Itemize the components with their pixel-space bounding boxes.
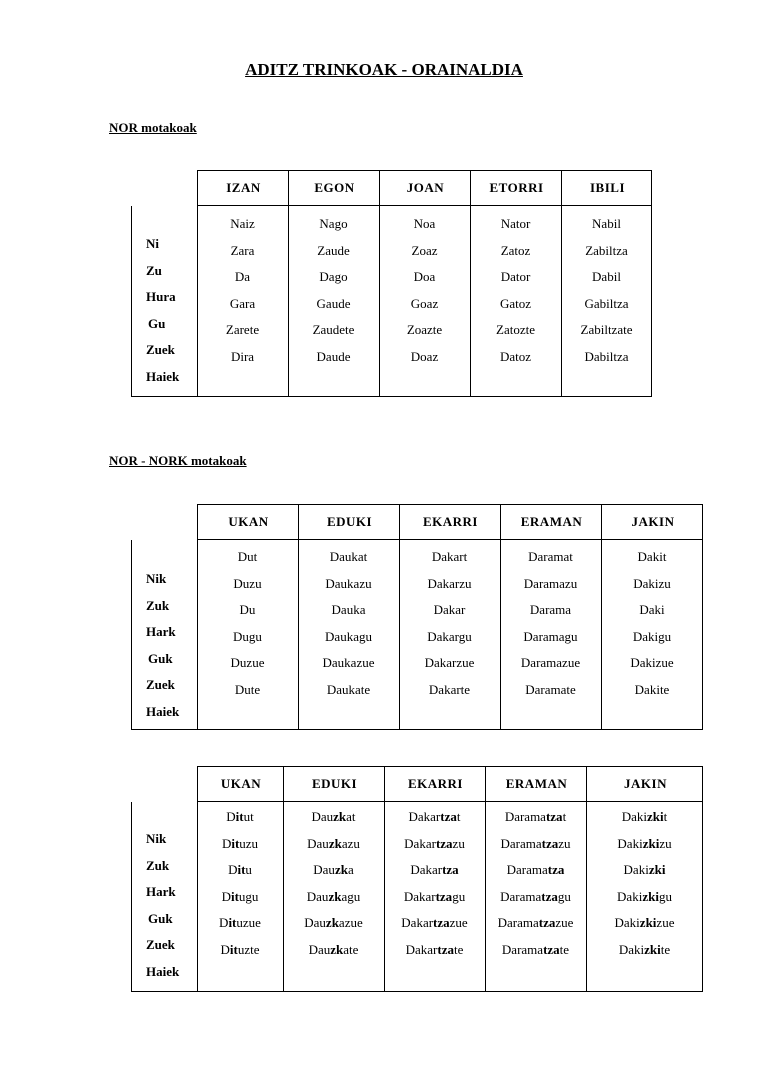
column-divider <box>288 171 289 205</box>
verb-form-cell: Nator <box>500 216 531 231</box>
verb-form-cell: Zoazte <box>406 322 443 337</box>
pronoun-label: Hura <box>146 289 176 304</box>
plural-marker: zki <box>642 888 659 904</box>
verb-form-cell: Daramagu <box>523 628 578 644</box>
column-header-izan: IZAN <box>226 180 261 195</box>
verb-form-cell: Daukat <box>329 549 368 564</box>
plural-marker: zki <box>639 915 657 930</box>
verb-form-cell: Dakartzate <box>405 941 464 957</box>
verb-form-cell: Dakit <box>637 549 667 564</box>
verb-form-cell: Dakizkit <box>621 809 668 824</box>
verb-form-cell: Dakar <box>433 602 466 617</box>
plural-marker: it <box>229 941 238 957</box>
verb-form-cell: Daramatzagu <box>500 888 571 904</box>
plural-marker: it <box>231 835 240 851</box>
column-header-ukan: UKAN <box>228 514 269 529</box>
verb-form-cell: Da <box>234 269 251 284</box>
verb-form-cell: Dauzkat <box>311 809 356 824</box>
plural-marker: it <box>237 862 246 877</box>
verb-form-cell: Dut <box>237 549 258 564</box>
plural-marker: zki <box>644 941 661 957</box>
verb-form-cell: Daramazu <box>523 575 578 591</box>
verb-form-cell: Dakarte <box>428 681 471 697</box>
verb-form-cell: Dituzue <box>219 915 261 930</box>
plural-marker: tza <box>547 862 565 877</box>
column-divider <box>379 171 380 205</box>
column-divider <box>500 505 501 539</box>
section-heading: NOR motakoak <box>109 120 197 135</box>
table-header-row <box>197 504 703 540</box>
column-divider <box>485 767 486 801</box>
verb-form-cell: Daramatzazue <box>497 915 574 930</box>
verb-form-cell: Dira <box>230 348 255 364</box>
verb-form-cell: Dakizkite <box>618 941 671 957</box>
plural-marker: tza <box>543 941 560 957</box>
verb-form-cell: Zatozte <box>496 322 535 337</box>
verb-form-cell: Dauzkate <box>308 941 359 957</box>
verb-form-cell: Zabiltza <box>585 242 628 258</box>
pronoun-label: Zuek <box>146 342 175 357</box>
verb-form-cell: Dakartzagu <box>403 888 466 904</box>
verb-form-cell: Dugu <box>233 628 262 644</box>
verb-form-cell: Zoaz <box>411 242 438 258</box>
table-header-row <box>197 170 652 206</box>
plural-marker: tza <box>541 888 558 904</box>
column-header-jakin: JAKIN <box>624 776 667 791</box>
plural-marker: tza <box>440 809 457 824</box>
verb-form-cell: Daukate <box>326 681 371 697</box>
column-header-eraman: ERAMAN <box>505 776 568 791</box>
verb-form-cell: Dakartza <box>410 862 459 877</box>
verb-form-cell: Duzue <box>230 655 265 670</box>
pronoun-label: Zu <box>146 262 162 278</box>
pronoun-label: Zuk <box>146 597 170 613</box>
column-header-eraman: ERAMAN <box>520 514 583 529</box>
verb-form-cell: Dauka <box>331 602 366 617</box>
pronoun-label: Haiek <box>146 368 180 384</box>
plural-marker: it <box>228 915 237 930</box>
column-header-joan: JOAN <box>406 180 445 195</box>
verb-form-cell: Dute <box>234 681 261 697</box>
pronoun-label: Hark <box>146 624 176 639</box>
pronoun-label: Guk <box>148 650 173 666</box>
verb-form-cell: Daramatzate <box>501 941 570 957</box>
column-header-ibili: IBILI <box>589 180 626 195</box>
verb-form-cell: Dabiltza <box>584 348 629 364</box>
column-header-jakin: JAKIN <box>631 514 675 529</box>
plural-marker: tza <box>433 915 450 930</box>
pronoun-label: Guk <box>148 910 173 926</box>
pronoun-label: Hark <box>146 884 176 899</box>
verb-form-cell: Daukazue <box>322 655 375 670</box>
plural-marker: zk <box>333 809 347 824</box>
verb-form-cell: Dakizkigu <box>617 888 672 904</box>
verb-form-cell: Daki <box>639 602 665 617</box>
column-header-etorri: ETORRI <box>489 180 544 195</box>
pronoun-label: Haiek <box>146 963 180 979</box>
verb-form-cell: Dakizu <box>633 575 671 591</box>
section-heading: NOR - NORK motakoak <box>109 453 247 468</box>
pronoun-label: Zuek <box>146 677 175 692</box>
verb-form-cell: Dakartzat <box>408 809 461 824</box>
verb-form-cell: Gaude <box>316 295 351 311</box>
plural-marker: tza <box>442 862 459 877</box>
verb-form-cell: Daramate <box>525 681 576 697</box>
verb-form-cell: Duzu <box>233 575 262 591</box>
column-header-ekarri: EKARRI <box>422 514 478 529</box>
plural-marker: tza <box>437 941 454 957</box>
verb-form-cell: Daramatza <box>506 862 565 877</box>
verb-form-cell: Dago <box>319 269 348 284</box>
plural-marker: zk <box>328 835 342 851</box>
verb-form-cell: Daukagu <box>325 628 372 644</box>
plural-marker: it <box>230 888 239 904</box>
verb-form-cell: Dakizkizue <box>614 915 675 930</box>
verb-form-cell: Noa <box>413 216 436 231</box>
column-divider <box>399 505 400 539</box>
verb-form-cell: Dituzte <box>220 941 260 957</box>
verb-form-cell: Zatoz <box>500 242 531 258</box>
plural-marker: zki <box>648 862 666 877</box>
pronoun-label: Ni <box>146 236 159 251</box>
verb-form-cell: Dakargu <box>427 628 472 644</box>
column-divider <box>586 767 587 801</box>
column-divider <box>384 767 385 801</box>
column-divider <box>470 171 471 205</box>
column-divider <box>283 767 284 801</box>
pronoun-label: Gu <box>148 315 166 331</box>
verb-form-cell: Dabil <box>592 269 621 284</box>
plural-marker: zki <box>647 809 664 824</box>
verb-form-cell: Daramatzat <box>504 809 567 824</box>
verb-form-cell: Dakart <box>431 549 468 564</box>
verb-form-cell: Zaudete <box>312 322 355 337</box>
page-title: ADITZ TRINKOAK - ORAINALDIA <box>245 60 523 79</box>
verb-form-cell: Dauzka <box>313 862 354 877</box>
table-header-row <box>197 766 703 802</box>
plural-marker: zki <box>642 835 660 851</box>
verb-form-cell: Doaz <box>410 348 439 364</box>
verb-form-cell: Zaude <box>317 242 350 258</box>
verb-form-cell: Gara <box>229 295 256 311</box>
verb-form-cell: Daude <box>316 348 351 364</box>
verb-form-cell: Dauzkazue <box>304 915 363 930</box>
plural-marker: tza <box>435 888 453 904</box>
verb-form-cell: Zabiltzate <box>580 322 633 337</box>
column-divider <box>601 505 602 539</box>
verb-form-cell: Du <box>239 602 256 617</box>
plural-marker: zk <box>334 862 348 877</box>
verb-form-cell: Gabiltza <box>584 295 629 311</box>
column-header-eduki: EDUKI <box>326 514 373 529</box>
plural-marker: zk <box>325 915 339 930</box>
column-header-eduki: EDUKI <box>311 776 358 791</box>
verb-form-cell: Gatoz <box>499 295 532 311</box>
column-header-ekarri: EKARRI <box>407 776 463 791</box>
column-divider <box>561 171 562 205</box>
pronoun-label: Nik <box>146 831 167 846</box>
verb-form-cell: Nago <box>319 216 348 231</box>
verb-form-cell: Dituzu <box>221 835 259 851</box>
verb-form-cell: Ditu <box>228 862 252 877</box>
verb-form-cell: Daukazu <box>325 575 372 591</box>
pronoun-label: Zuek <box>146 937 175 952</box>
pronoun-label: Haiek <box>146 703 180 719</box>
plural-marker: zk <box>330 941 344 957</box>
verb-form-cell: Dakizki <box>623 862 666 877</box>
column-header-ukan: UKAN <box>220 776 262 791</box>
verb-form-cell: Ditut <box>226 809 254 824</box>
verb-form-cell: Dakite <box>634 681 670 697</box>
verb-form-cell: Dakigu <box>632 628 672 644</box>
column-divider <box>298 505 299 539</box>
plural-marker: zk <box>328 888 342 904</box>
verb-form-cell: Naiz <box>230 216 255 231</box>
plural-marker: tza <box>545 809 563 824</box>
verb-form-cell: Dakarzu <box>427 575 472 591</box>
verb-form-cell: Darama <box>529 602 572 617</box>
column-header-egon: EGON <box>314 180 355 195</box>
plural-marker: it <box>235 809 244 824</box>
verb-form-cell: Dauzkazu <box>307 835 360 851</box>
pronoun-label: Nik <box>146 571 167 586</box>
verb-form-cell: Doa <box>413 269 436 284</box>
pronoun-label: Zuk <box>146 857 170 873</box>
verb-form-cell: Dakizue <box>630 655 674 670</box>
plural-marker: tza <box>538 915 556 930</box>
verb-form-cell: Daramat <box>528 549 573 564</box>
verb-form-cell: Nabil <box>592 216 621 231</box>
verb-form-cell: Daramazue <box>520 655 581 670</box>
verb-form-cell: Datoz <box>499 348 532 364</box>
verb-form-cell: Ditugu <box>221 888 259 904</box>
plural-marker: tza <box>435 835 453 851</box>
verb-form-cell: Dakizkizu <box>617 835 672 851</box>
verb-form-cell: Zarete <box>225 322 260 337</box>
verb-form-cell: Dator <box>500 269 531 284</box>
verb-form-cell: Dauzkagu <box>306 888 361 904</box>
verb-form-cell: Dakarzue <box>424 655 475 670</box>
plural-marker: tza <box>541 835 559 851</box>
verb-form-cell: Dakartzazu <box>404 835 465 851</box>
verb-form-cell: Daramatzazu <box>500 835 571 851</box>
verb-form-cell: Zara <box>230 242 255 258</box>
verb-form-cell: Dakartzazue <box>401 915 468 930</box>
verb-form-cell: Goaz <box>410 295 439 311</box>
